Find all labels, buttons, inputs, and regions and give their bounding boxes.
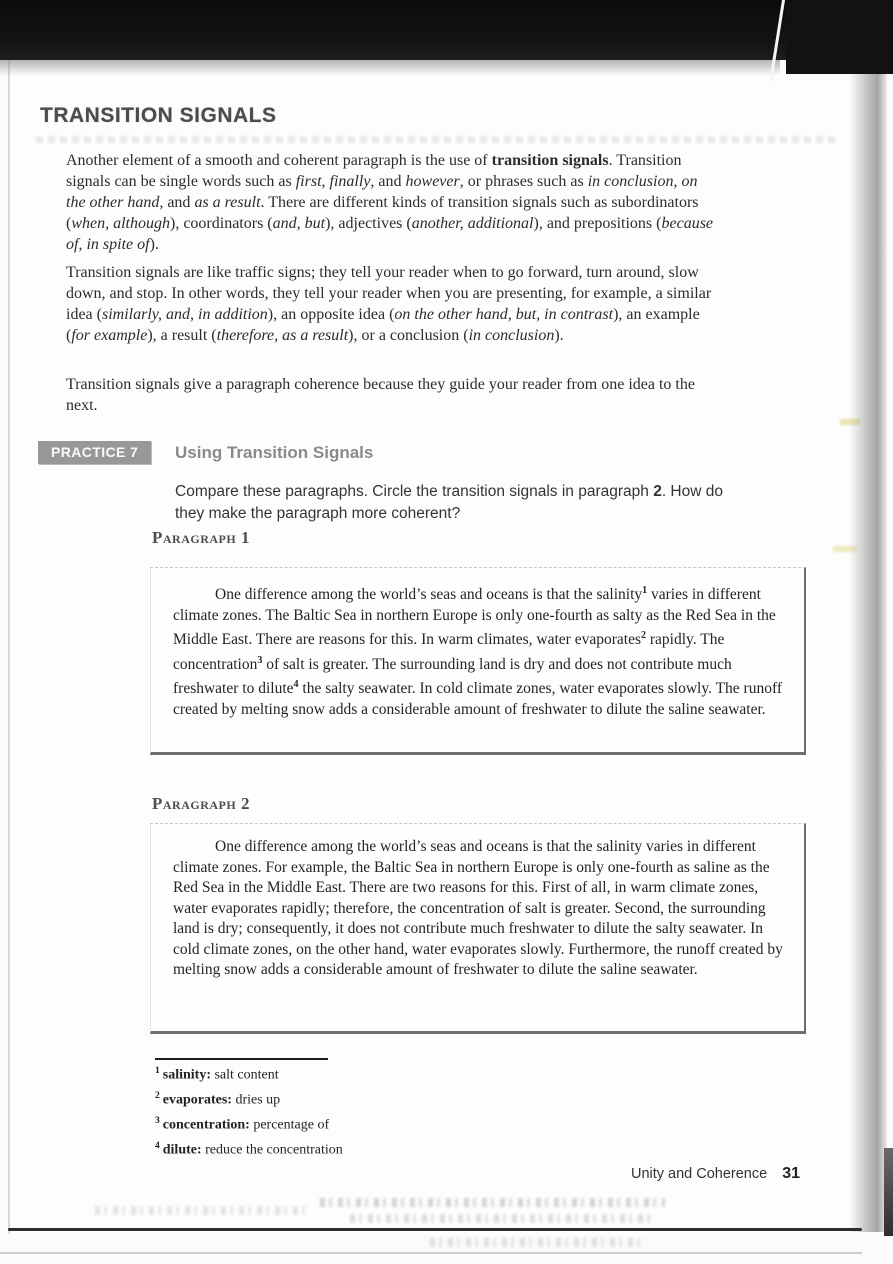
scan-top-bar-corner <box>786 0 893 74</box>
footnote-row <box>155 1091 575 1116</box>
print-bleed-artifact <box>430 1238 645 1247</box>
paragraph2-box <box>150 823 806 1034</box>
footnote-number: 1 <box>155 1066 160 1076</box>
footnote-number: 4 <box>155 1141 160 1151</box>
print-bleed-artifact <box>320 1198 665 1207</box>
footnote-divider <box>155 1058 328 1060</box>
page-footer <box>540 1165 800 1183</box>
paragraph2-text: One difference among the world’s seas and oceans is that the salinity varies in different climate zones. For example, the Baltic Sea in northern Europe is only one-fourth as saline as the Red Sea in the Middle East. There are two reasons for this. First of all, in warm climate zones, water evaporates rapidly; therefore, the concentration of salt is greater. Second, the surrounding land is dry; consequently, it does not contribute much freshwater to dilute the salty seawater. In cold climate zones, on the other hand, water evaporates slowly. Furthermore, the runoff created by melting snow adds a considerable amount of freshwater to dilute the saline seawater. <box>173 838 783 978</box>
practice-badge: PRACTICE 7 <box>38 441 151 464</box>
footnote-definition: percentage of <box>253 1117 330 1133</box>
footnote-definition: salt content <box>214 1067 279 1083</box>
page-title: TRANSITION SIGNALS <box>40 104 277 127</box>
footnote-definition: dries up <box>235 1092 281 1108</box>
paragraph1-box <box>150 567 806 755</box>
footnote-number: 3 <box>155 1116 160 1126</box>
footnote-row <box>155 1141 575 1166</box>
footnote-number: 2 <box>155 1091 160 1101</box>
footer-page-number: 31 <box>782 1165 800 1182</box>
footnote-definition: reduce the concentration <box>205 1142 343 1158</box>
footer-section-title: Unity and Coherence <box>630 1166 768 1182</box>
footnote-term: concentration: <box>162 1117 250 1133</box>
scan-top-bar <box>0 0 893 60</box>
practice-instructions: Compare these paragraphs. Circle the transition signals in paragraph 2. How do they make the paragraph more coherent? <box>175 483 723 522</box>
intro-paragraph-1: Another element of a smooth and coherent paragraph is the use of transition signals. Transition signals can be single words such as first, finally, and however, or phrases such as in conclusion, on the other hand, and as a result. There are different kinds of transition signals such as subordinators (when, although), coordinators (and, but), adjectives (another, additional), and prepositions (because of, in spite of). <box>66 152 714 253</box>
intro-paragraph-2: Transition signals are like traffic signs; they tell your reader when to go forward, turn around, slow down, and stop. In other words, they tell your reader when you are presenting, for example, a similar idea (similarly, and, in addition), an opposite idea (on the other hand, but, in contrast), an example (for example), a result (therefore, as a result), or a conclusion (in conclusion). <box>66 264 712 344</box>
paragraph1-label: Paragraph 1 <box>152 528 250 547</box>
page-right-edge-dark <box>884 1148 893 1236</box>
footnote-term: evaporates: <box>162 1092 232 1108</box>
footnote-row <box>155 1116 575 1141</box>
intro-paragraph-3: Transition signals give a paragraph coherence because they guide your reader from one idea to the next. <box>66 376 695 414</box>
bottom-faint-line <box>0 1252 862 1254</box>
practice-title: Using Transition Signals <box>175 443 374 462</box>
footnote-row <box>155 1066 575 1091</box>
footnotes-list <box>155 1066 575 1166</box>
footnote-term: dilute: <box>162 1142 202 1158</box>
paragraph1-text: One difference among the world’s seas and oceans is that the salinity$^1$ varies in different climate zones. The Baltic Sea in northern Europe is only one-fourth as salty as the Red Sea in the Middle East. There are reasons for this. In warm climates, water evaporates$^2$ rapidly. The concentration$^3$ of salt is greater. The surrounding land is dry and does not contribute much freshwater to dilute$^4$ the salty seawater. In cold climate zones, water evaporates slowly. The runoff created by melting snow adds a considerable amount of freshwater to dilute the saline seawater. <box>173 585 783 719</box>
print-bleed-artifact <box>350 1214 650 1223</box>
print-bleed-artifact <box>95 1206 305 1215</box>
bottom-scan-line <box>8 1228 862 1231</box>
footnote-term: salinity: <box>162 1067 211 1083</box>
paragraph2-label: Paragraph 2 <box>152 794 250 813</box>
